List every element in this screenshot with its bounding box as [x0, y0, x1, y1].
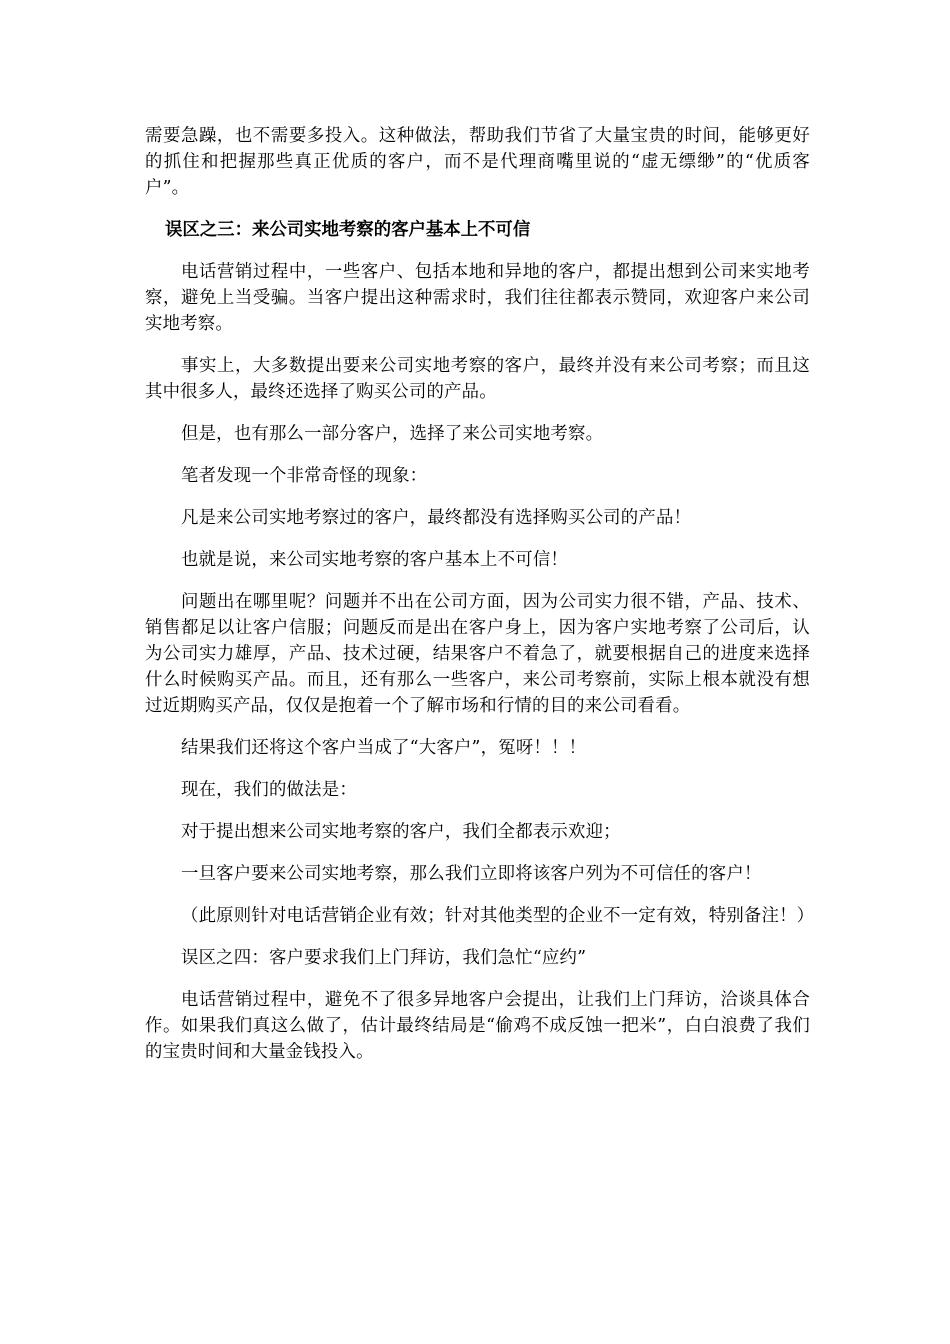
- section-heading-4: 误区之四：客户要求我们上门拜访，我们急忙“应约”: [181, 948, 587, 968]
- section-heading-3: 误区之三：来公司实地考察的客户基本上不可信: [165, 220, 531, 240]
- paragraph: 也就是说，来公司实地考察的客户基本上不可信！: [181, 550, 568, 570]
- paragraph: 结果我们还将这个客户当成了“大客户”，冤呀！！！: [181, 738, 587, 758]
- document-page: [145, 123, 815, 1081]
- paragraph: 电话营销过程中，一些客户、包括本地和异地的客户，都提出想到公司来实地考察，避免上当受骗。当客户提出这种需求时，我们往往都表示赞同，欢迎客户来公司实地考察。: [145, 262, 810, 334]
- paragraph: 事实上，大多数提出要来公司实地考察的客户，最终并没有来公司考察；而且这其中很多人，最终还选择了购买公司的产品。: [145, 356, 810, 402]
- paragraph: 一旦客户要来公司实地考察，那么我们立即将该客户列为不可信任的客户！: [181, 864, 762, 884]
- paragraph: 凡是来公司实地考察过的客户，最终都没有选择购买公司的产品！: [181, 508, 692, 528]
- paragraph-note: （此原则针对电话营销企业有效；针对其他类型的企业不一定有效，特别备注！）: [181, 906, 815, 926]
- paragraph: 笔者发现一个非常奇怪的现象：: [181, 466, 428, 486]
- paragraph: 对于提出想来公司实地考察的客户，我们全都表示欢迎；: [181, 822, 621, 842]
- paragraph: 现在，我们的做法是：: [181, 780, 357, 800]
- paragraph: 但是，也有那么一部分客户，选择了来公司实地考察。: [181, 424, 604, 444]
- paragraph-continued: 需要急躁，也不需要多投入。这种做法，帮助我们节省了大量宝贵的时间，能够更好的抓住和把握那些真正优质的客户，而不是代理商嘴里说的“虚无缥缈”的“优质客户”。: [145, 126, 810, 198]
- paragraph: 电话营销过程中，避免不了很多异地客户会提出，让我们上门拜访，洽谈具体合作。如果我们真这么做了，估计最终结局是“偷鸡不成反蚀一把米”，白白浪费了我们的宝贵时间和大量金钱投入。: [145, 990, 810, 1062]
- paragraph: 问题出在哪里呢？问题并不出在公司方面，因为公司实力很不错，产品、技术、销售都足以让客户信服；问题反而是出在客户身上，因为客户实地考察了公司后，认为公司实力雄厚，产品、技术过硬，结果客户不着急了，就要根据自己的进度来选择什么时候购买产品。而且，还有那么一些客户，来公司考察前，实际上根本就没有想过近期购买产品，仅仅是抱着一个了解市场和行情的目的来公司看看。: [145, 592, 810, 716]
